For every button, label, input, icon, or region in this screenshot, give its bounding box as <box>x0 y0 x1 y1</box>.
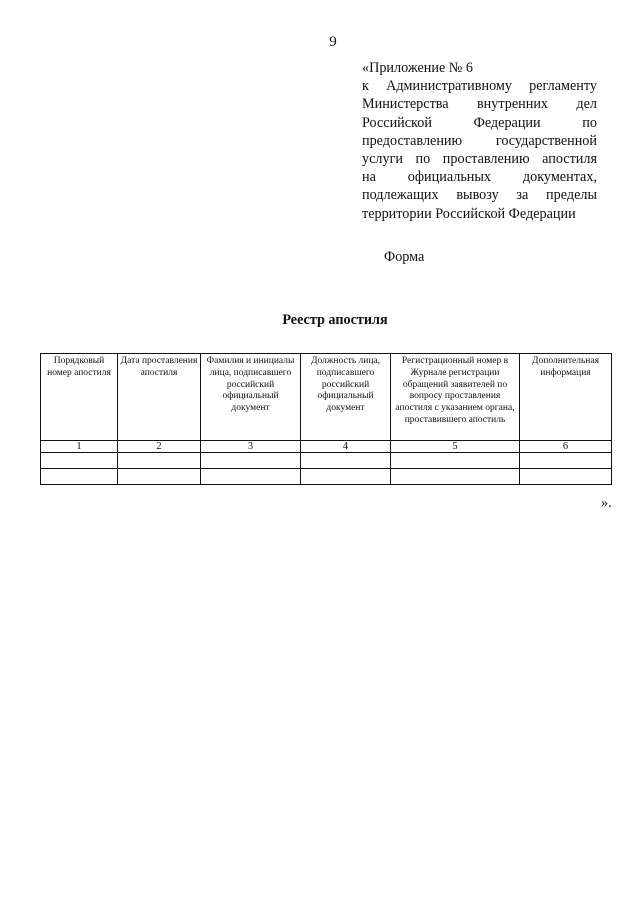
appendix-line: к Административному регламенту <box>362 78 597 95</box>
document-title: Реестр апостиля <box>282 312 388 328</box>
column-header: Дополнительная информация <box>520 354 612 441</box>
column-header: Фамилия и инициалы лица, подписавшего российский официальный документ <box>201 354 301 441</box>
page-number: 9 <box>329 34 337 50</box>
column-header: Регистрационный номер в Журнале регистрации обращений заявителей по вопросу проставления апостиля с указанием органа, проставившего апостиль <box>391 354 520 441</box>
table-cell <box>201 453 301 469</box>
column-number: 2 <box>118 441 201 453</box>
table-cell <box>520 469 612 485</box>
form-label: Форма <box>384 249 425 265</box>
appendix-line: Российской Федерации по <box>362 114 597 131</box>
table-cell <box>301 453 391 469</box>
table-cell <box>391 453 520 469</box>
column-number: 1 <box>41 441 118 453</box>
appendix-line: услуги по проставлению апостиля <box>362 151 597 168</box>
appendix-line: Министерства внутренних дел <box>362 96 597 113</box>
table-cell <box>391 469 520 485</box>
table-cell <box>301 469 391 485</box>
table-row <box>41 469 612 485</box>
table-cell <box>118 469 201 485</box>
appendix-header <box>362 59 597 223</box>
appendix-line: на официальных документах, <box>362 169 597 186</box>
appendix-line: подлежащих вывозу за пределы <box>362 187 597 204</box>
table-header-row <box>41 354 612 441</box>
closing-quote: ». <box>601 495 612 511</box>
appendix-line: территории Российской Федерации <box>362 205 576 222</box>
table-cell <box>520 453 612 469</box>
column-header: Дата проставления апостиля <box>118 354 201 441</box>
column-number: 5 <box>391 441 520 453</box>
table-row <box>41 453 612 469</box>
column-number-row <box>41 441 612 453</box>
column-number: 6 <box>520 441 612 453</box>
column-header: Порядковый номер апостиля <box>41 354 118 441</box>
apostille-register-table <box>40 353 612 485</box>
table-cell <box>41 469 118 485</box>
column-header: Должность лица, подписавшего российский официальный документ <box>301 354 391 441</box>
appendix-line: предоставлению государственной <box>362 132 597 149</box>
table-cell <box>118 453 201 469</box>
column-number: 4 <box>301 441 391 453</box>
table-cell <box>201 469 301 485</box>
column-number: 3 <box>201 441 301 453</box>
appendix-title: «Приложение № 6 <box>362 60 473 76</box>
table-cell <box>41 453 118 469</box>
